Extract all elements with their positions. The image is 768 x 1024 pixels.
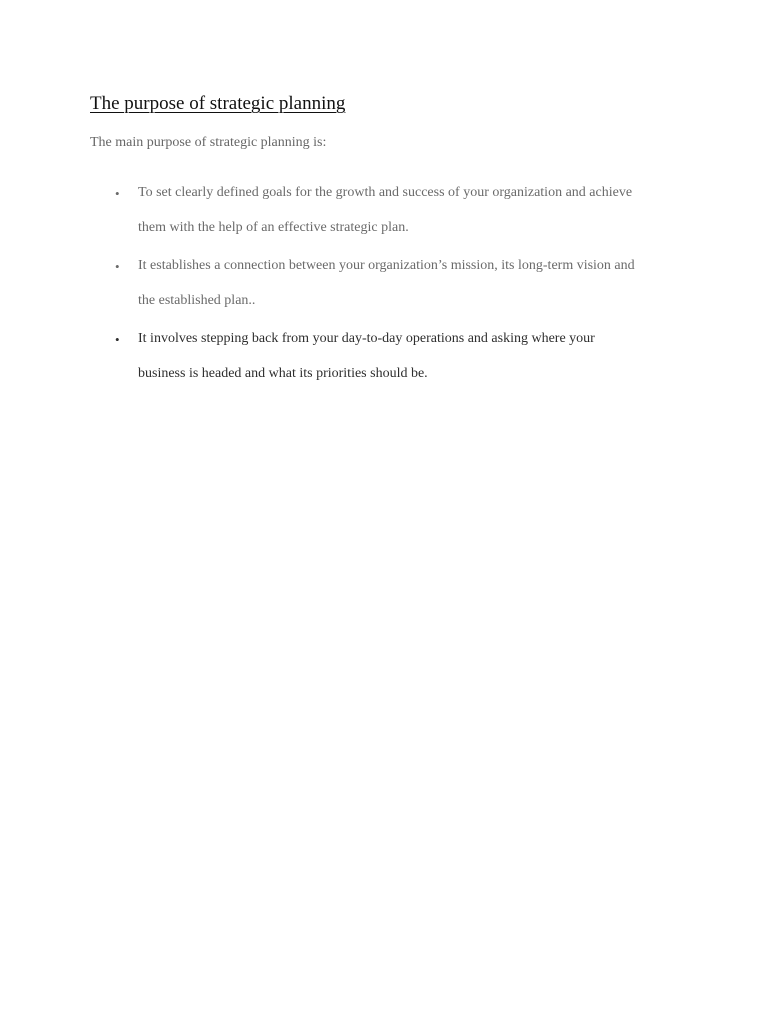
list-item-text-line: business is headed and what its priorities should be.	[138, 366, 428, 381]
intro-paragraph: The main purpose of strategic planning is:	[90, 135, 327, 150]
list-item-text-line: the established plan..	[138, 293, 256, 308]
bullet-icon: •	[115, 186, 120, 201]
bullet-icon: •	[115, 259, 120, 274]
list-item-text-line: To set clearly defined goals for the growth and success of your organization and achieve	[138, 185, 633, 200]
list-item-text-line: It establishes a connection between your organization’s mission, its long-term vision and	[138, 258, 635, 273]
page-title: The purpose of strategic planning	[90, 93, 346, 114]
list-item-text-line: It involves stepping back from your day-to-day operations and asking where your	[138, 331, 595, 346]
bullet-icon: •	[115, 332, 120, 347]
list-item-text-line: them with the help of an effective strategic plan.	[138, 220, 409, 235]
